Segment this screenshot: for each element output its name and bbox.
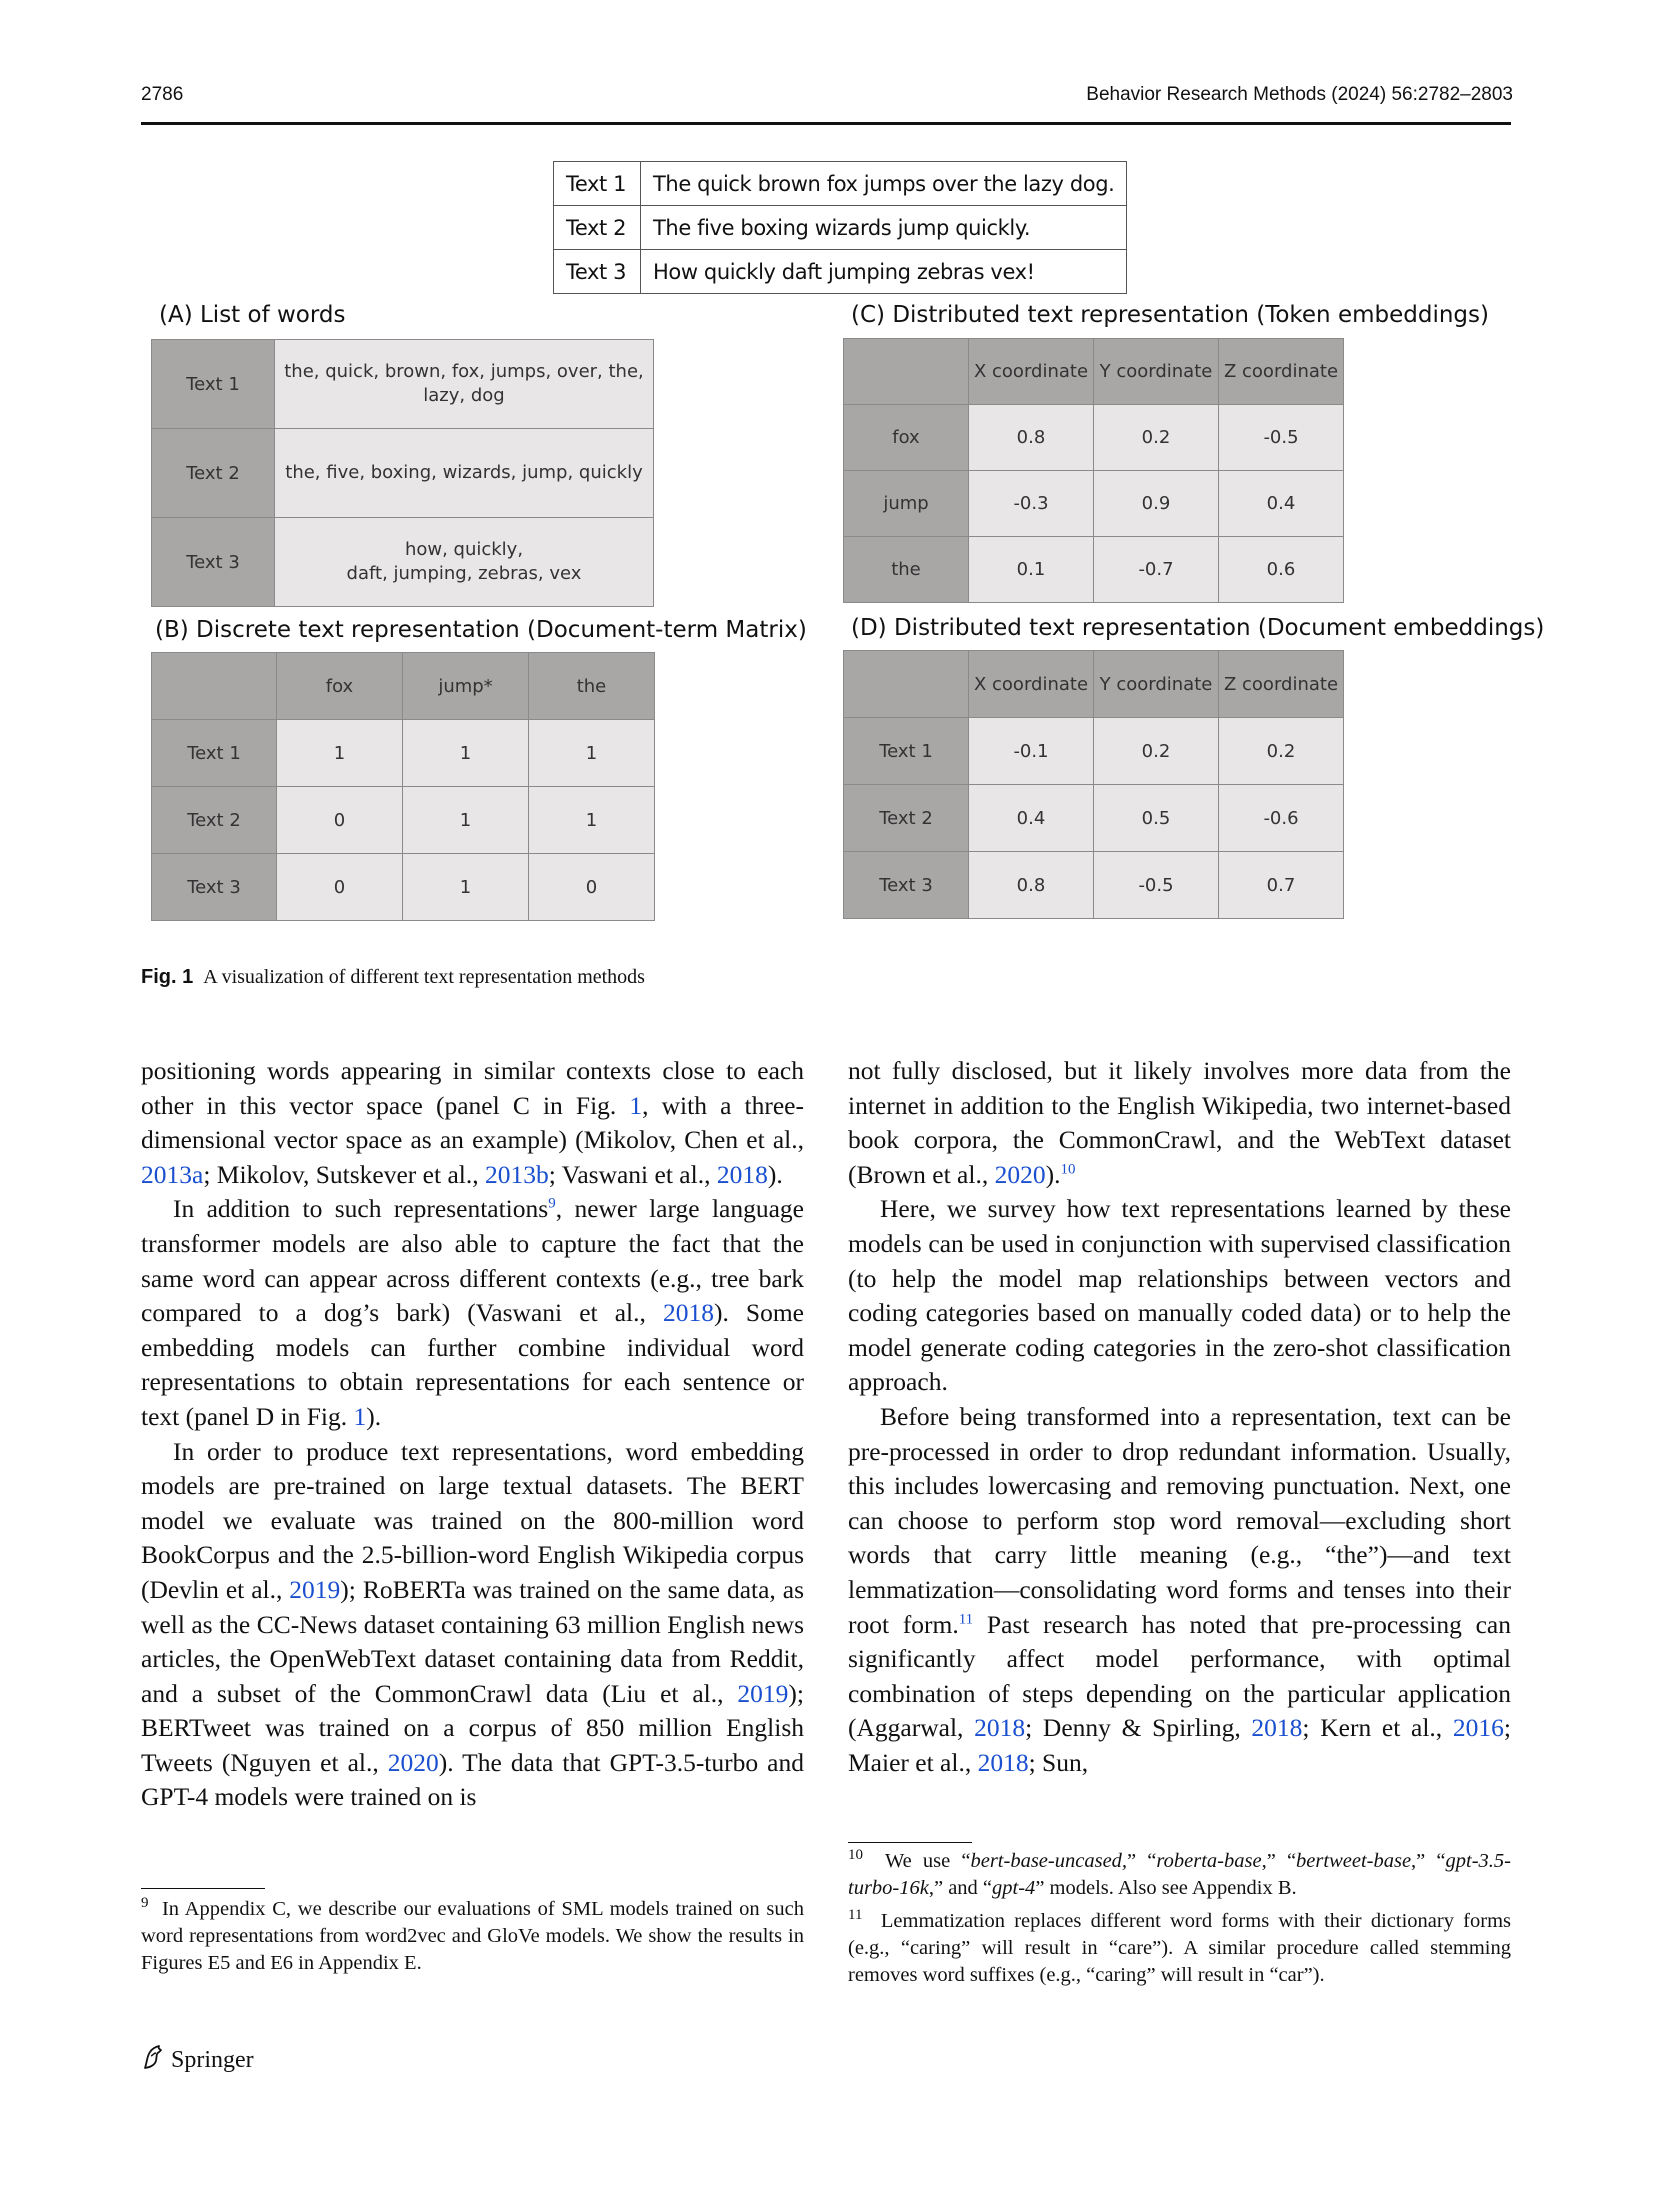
right-column [848,1054,1511,1780]
text-run: , newer large language transformer models are also able to capture the fact that the same word can appear across different contexts (e.g., tree bark compared to a dog’s bark) (Vaswani et al., [141,1194,804,1328]
word-list-line: how, quickly, [404,539,524,560]
text-run: ,” “ [1261,1850,1297,1872]
citation-link[interactable]: 2018 [974,1713,1026,1743]
word-list-line: the, quick, brown, fox, jumps, over, the, [284,361,644,382]
footnote-number: 10 [848,1847,863,1864]
header-rule [141,122,1511,125]
model-name: gpt-3.5-turbo-16k [848,1850,1512,1899]
footnote [848,1908,1511,1989]
table-cell: -0.5 [1094,852,1219,919]
table-cell: 0.4 [969,785,1094,852]
citation-link[interactable]: 2020 [994,1159,1046,1189]
table-row [152,518,654,607]
text-run: ” “ [1127,1850,1157,1872]
table-cell: 1 [529,720,655,787]
panel-a-title: (A) List of words [159,302,346,328]
citation-link[interactable]: 2013a [141,1159,204,1189]
figure-link[interactable]: 1 [353,1401,367,1431]
table-cell: 1 [403,720,529,787]
text-value: The quick brown fox jumps over the lazy dog. [641,162,1127,206]
word-list-line: the, five, boxing, wizards, jump, quickly [285,462,643,483]
text-run: not fully disclosed, but it likely involves more data from the internet in addition to the English Wikipedia, two internet-based book corpora, the CommonCrawl, and the WebText dataset (Brown et al., [848,1056,1511,1189]
citation-link[interactable]: 2020 [387,1747,439,1777]
paragraph [141,1192,804,1434]
table-row [844,471,1344,537]
figure-label: Fig. 1 [141,966,194,988]
text-run: ). The data that GPT-3.5-turbo and GPT-4 models were trained on is [141,1747,804,1812]
text-run: ; Kern et al., [1302,1713,1453,1743]
column-header: Y coordinate [1094,651,1219,718]
table-cell: 0 [277,787,403,854]
table-row [152,854,655,921]
citation-link[interactable]: 2019 [737,1678,789,1708]
text-run: ,” “ [1411,1850,1446,1872]
row-label: Text 2 [152,429,275,518]
model-name: roberta-base [1156,1850,1262,1872]
text-run: In order to produce text representations, word embedding models are pre-trained on large textual datasets. The BERT model we evaluate was trained on the 800-million word BookCorpus and the 2.5-billion-word English Wikipedia corpus (Devlin et al., [141,1436,804,1604]
model-name: bert-base-uncased, [970,1850,1128,1872]
text-run: ; Denny & Spirling, [1025,1713,1252,1743]
text-run: ). [1045,1159,1061,1189]
table-cell: -0.1 [969,718,1094,785]
table-cell: 0.9 [1094,471,1219,537]
paragraph [141,1435,804,1816]
text-run: ). [767,1159,783,1189]
citation-link[interactable]: 2018 [662,1298,714,1328]
paragraph [848,1192,1511,1400]
citation-link[interactable]: 2016 [1452,1713,1504,1743]
figure-caption [141,966,645,989]
table-row [554,250,1127,294]
footnote-text: In Appendix C, we describe our evaluations of SML models trained on such word representations from word2vec and GloVe models. We show the results in Figures E5 and E6 in Appendix E. [141,1898,804,1974]
row-label: Text 2 [844,785,969,852]
paragraph [848,1054,1511,1192]
text-run: ; Vaswani et al., [548,1159,717,1189]
panel-d-title: (D) Distributed text representation (Document embeddings) [851,615,1545,641]
corner-cell [844,651,969,718]
text-run: ). [366,1401,382,1431]
column-header: Y coordinate [1094,339,1219,405]
footnote-marker[interactable]: 11 [958,1611,974,1627]
table-row [554,206,1127,250]
table-cell: 0.2 [1219,718,1344,785]
text-run: ); RoBERTa was trained on the same data, as well as the CC-News dataset containing 63 million English news articles, the OpenWebText dataset containing data from Reddit, and a subset of the CommonCrawl data (Liu et al., [141,1574,804,1708]
text-value: How quickly daft jumping zebras vex! [641,250,1127,294]
paragraph [848,1400,1511,1781]
table-cell: 1 [403,787,529,854]
text-run: positioning words appearing in similar contexts close to each other in this vector space (panel C in Fig. [141,1056,804,1120]
paragraph [141,1054,804,1192]
row-label: Text 1 [152,340,275,429]
text-run: ). Some embedding models can further combine individual word representations to obtain representations for each sentence or text (panel D in Fig. [141,1298,804,1431]
row-label: Text 3 [844,852,969,919]
table-cell: -0.6 [1219,785,1344,852]
citation-link[interactable]: 2019 [289,1574,341,1604]
panel-a-table [151,339,654,607]
table-cell: 0.8 [969,852,1094,919]
figure-caption-text: A visualization of different text representation methods [203,966,645,988]
panel-c-table [843,338,1344,603]
panel-b-title: (B) Discrete text representation (Document-term Matrix) [155,617,807,643]
table-header-row [844,651,1344,718]
word-list [275,340,654,429]
table-row [152,429,654,518]
row-label: Text 1 [844,718,969,785]
footnotes-left [141,1896,804,1983]
text-run: ; Maier et al., [848,1713,1511,1777]
table-row [844,852,1344,919]
column-header: jump* [403,653,529,720]
column-header: fox [277,653,403,720]
example-texts-table [553,161,1127,294]
table-row [844,785,1344,852]
column-header: Z coordinate [1219,339,1344,405]
word-list [275,429,654,518]
text-run: In addition to such representations [173,1194,549,1224]
table-row [152,720,655,787]
text-run: Before being transformed into a representation, text can be pre-processed in order to drop redundant information. Usually, this includes lowercasing and removing punctuation. Next, one can choose to perform stop word removal—excluding short words that carry little meaning (e.g., “the”)—and text lemmatization—consolidating word forms and tenses into their root form. [848,1401,1511,1639]
table-row [844,405,1344,471]
table-cell: 1 [529,787,655,854]
text-run: ; Mikolov, Sutskever et al., [203,1159,485,1189]
publisher-name: Springer [171,2047,254,2073]
text-value: The five boxing wizards jump quickly. [641,206,1127,250]
table-header-row [844,339,1344,405]
row-label: Text 1 [152,720,277,787]
springer-horse-icon [141,2044,165,2077]
text-key: Text 1 [554,162,641,206]
table-cell: 0 [277,854,403,921]
table-cell: -0.7 [1094,537,1219,603]
table-cell: 1 [403,854,529,921]
text-run: , with a three-dimensional vector space as an example) (Mikolov, Chen et al., [141,1090,804,1155]
table-cell: 0.2 [1094,718,1219,785]
table-cell: 1 [277,720,403,787]
panel-b-table [151,652,655,921]
word-list [275,518,654,607]
column-header: X coordinate [969,651,1094,718]
column-header: X coordinate [969,339,1094,405]
row-label: Text 2 [152,787,277,854]
model-name: gpt-4 [992,1877,1036,1899]
footnote-number: 9 [141,1895,149,1912]
table-cell: 0.7 [1219,852,1344,919]
citation-link[interactable]: 2018 [1251,1713,1303,1743]
table-row [152,340,654,429]
text-run: ,” and “ [928,1877,993,1899]
model-name: bertweet-base [1296,1850,1412,1872]
text-run: ; Sun, [1028,1747,1089,1777]
text-run: We use “ [884,1850,971,1872]
word-list-line: daft, jumping, zebras, vex [346,563,582,584]
footnote [141,1896,804,1977]
row-label: fox [844,405,969,471]
citation-link[interactable]: 2018 [977,1747,1029,1777]
table-row [152,787,655,854]
table-cell: 0.8 [969,405,1094,471]
corner-cell [152,653,277,720]
footnotes-right [848,1848,1511,1995]
footnote [848,1848,1511,1902]
citation-link[interactable]: 2013b [484,1159,549,1189]
text-run: Past research has noted that pre-processing can significantly affect model performance, with optimal combination of steps depending on the particular application (Aggarwal, [848,1609,1511,1743]
corner-cell [844,339,969,405]
footnote-rule [141,1888,265,1889]
row-label: Text 3 [152,518,275,607]
row-label: jump [844,471,969,537]
table-cell: -0.3 [969,471,1094,537]
footnote-marker[interactable]: 9 [548,1195,556,1212]
column-header: the [529,653,655,720]
footnote-marker[interactable]: 10 [1060,1161,1076,1178]
footnote-text: Lemmatization replaces different word forms with their dictionary forms (e.g., “caring” will result in “care”). A similar procedure called stemming removes word suffixes (e.g., “caring” will result in “car”). [848,1910,1512,1986]
panel-d-table [843,650,1344,919]
citation-link[interactable]: 2018 [716,1159,768,1189]
footnote-rule [848,1842,972,1843]
table-row [554,162,1127,206]
text-key: Text 2 [554,206,641,250]
table-row [844,537,1344,603]
text-run: Here, we survey how text representations learned by these models can be used in conjunction with supervised classification (to help the model map relationships between vectors and coding categories based on manually coded data) or to help the model generate coding categories in the zero-shot classification approach. [848,1194,1511,1397]
footnote-number: 11 [848,1907,863,1924]
table-cell: 0.1 [969,537,1094,603]
table-header-row [152,653,655,720]
table-cell: 0 [529,854,655,921]
page-number: 2786 [141,84,184,105]
text-key: Text 3 [554,250,641,294]
table-cell: 0.5 [1094,785,1219,852]
left-column [141,1054,804,1815]
text-run: ); BERTweet was trained on a corpus of 850 million English Tweets (Nguyen et al., [141,1678,804,1777]
table-cell: 0.2 [1094,405,1219,471]
text-run: ” models. Also see Appendix B. [1035,1877,1297,1899]
column-header: Z coordinate [1219,651,1344,718]
journal-citation: Behavior Research Methods (2024) 56:2782–2803 [1086,84,1513,105]
figure-link[interactable]: 1 [629,1090,643,1120]
table-cell: 0.4 [1219,471,1344,537]
table-cell: 0.6 [1219,537,1344,603]
table-cell: -0.5 [1219,405,1344,471]
row-label: the [844,537,969,603]
panel-c-title: (C) Distributed text representation (Token embeddings) [851,302,1489,328]
publisher-mark [141,2044,254,2077]
row-label: Text 3 [152,854,277,921]
table-row [844,718,1344,785]
word-list-line: lazy, dog [423,385,505,406]
